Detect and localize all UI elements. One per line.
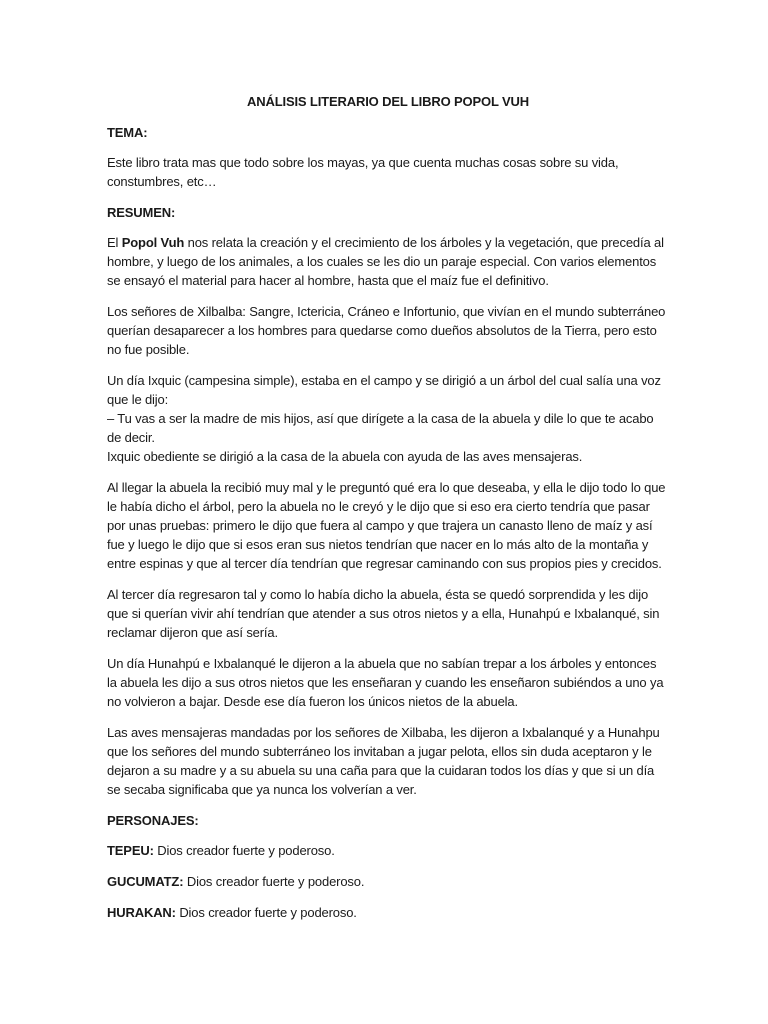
character-description: Dios creador fuerte y poderoso. xyxy=(183,874,365,889)
resumen-p1-prefix: El xyxy=(107,235,122,250)
resumen-paragraph-6: Un día Hunahpú e Ixbalanqué le dijeron a la abuela que no sabían trepar a los árboles y entonces la abuela les dijo a sus otros nietos que les enseñaran y cuando les enseñaron subiéndos a uno ya no volvieron a bajar. Desde ese día fueron los únicos nietos de la abuela. xyxy=(107,656,664,709)
character-description: Dios creador fuerte y poderoso. xyxy=(175,905,357,920)
character-entry xyxy=(107,872,667,891)
tema-heading: TEMA: xyxy=(107,125,148,140)
tema-paragraph: Este libro trata mas que todo sobre los mayas, ya que cuenta muchas cosas sobre su vida, constumbres, etc… xyxy=(107,155,619,189)
resumen-paragraph-5: Al tercer día regresaron tal y como lo había dicho la abuela, ésta se quedó sorprendida y les dijo que si querían vivir ahí tendrían que atender a sus otros nietos y a ella, Hunahpú e Ixbalanqué, sin reclamar dijeron que así sería. xyxy=(107,587,660,640)
resumen-p3-line-3: Ixquic obediente se dirigió a la casa de la abuela con ayuda de las aves mensajeras. xyxy=(107,449,583,464)
character-name: GUCUMATZ: xyxy=(107,874,184,889)
resumen-p3-line-2: – Tu vas a ser la madre de mis hijos, así que dirígete a la casa de la abuela y dile lo que te acabo de decir. xyxy=(107,411,654,445)
character-description: Dios creador fuerte y poderoso. xyxy=(153,843,335,858)
resumen-paragraph-3 xyxy=(107,371,667,466)
resumen-paragraph-7: Las aves mensajeras mandadas por los señores de Xilbaba, les dijeron a Ixbalanqué y a Hunahpu que los señores del mundo subterráneo los invitaban a jugar pelota, ellos sin duda aceptaron y le dejaron a su madre y a su abuela su una caña para que la cuidaran todos los días y que si un día se secaba significaba que ya nunca los volverían a ver. xyxy=(107,725,660,797)
character-name: TEPEU: xyxy=(107,843,154,858)
character-entry xyxy=(107,841,667,860)
popol-vuh-bold: Popol Vuh xyxy=(121,235,185,250)
resumen-paragraph-1 xyxy=(107,233,667,290)
document-title: ANÁLISIS LITERARIO DEL LIBRO POPOL VUH xyxy=(246,94,529,109)
resumen-p3-line-1: Un día Ixquic (campesina simple), estaba en el campo y se dirigió a un árbol del cual salía una voz que le dijo: xyxy=(107,373,661,407)
document-page xyxy=(107,92,667,934)
resumen-p1-rest: nos relata la creación y el crecimiento de los árboles y la vegetación, que precedía al hombre, y luego de los animales, a los cuales se les dio un paraje especial. Con varios elementos se ensayó el material para hacer al hombre, hasta que el maíz fue el definitivo. xyxy=(107,235,664,288)
resumen-paragraph-2: Los señores de Xilbalba: Sangre, Ictericia, Cráneo e Infortunio, que vivían en el mundo subterráneo querían desaparecer a los hombres para quedarse como dueños absolutos de la Tierra, pero esto no fue posible. xyxy=(107,304,666,357)
resumen-paragraph-4: Al llegar la abuela la recibió muy mal y le preguntó qué era lo que deseaba, y ella le dijo todo lo que le había dicho el árbol, pero la abuela no le creyó y le dijo que si eso era cierto tendría que pasar por unas pruebas: primero le dijo que fuera al campo y que trajera un canasto lleno de maíz y así fue y luego le dijo que si esos eran sus nietos tendrían que nacer en lo más alto de la montaña y entre espinas y que al tercer día tendrían que regresar caminando con sus propios pies y crecidos. xyxy=(107,480,666,571)
personajes-heading: PERSONAJES: xyxy=(107,813,199,828)
resumen-heading: RESUMEN: xyxy=(107,205,176,220)
character-name: HURAKAN: xyxy=(107,905,176,920)
character-entry xyxy=(107,903,667,922)
